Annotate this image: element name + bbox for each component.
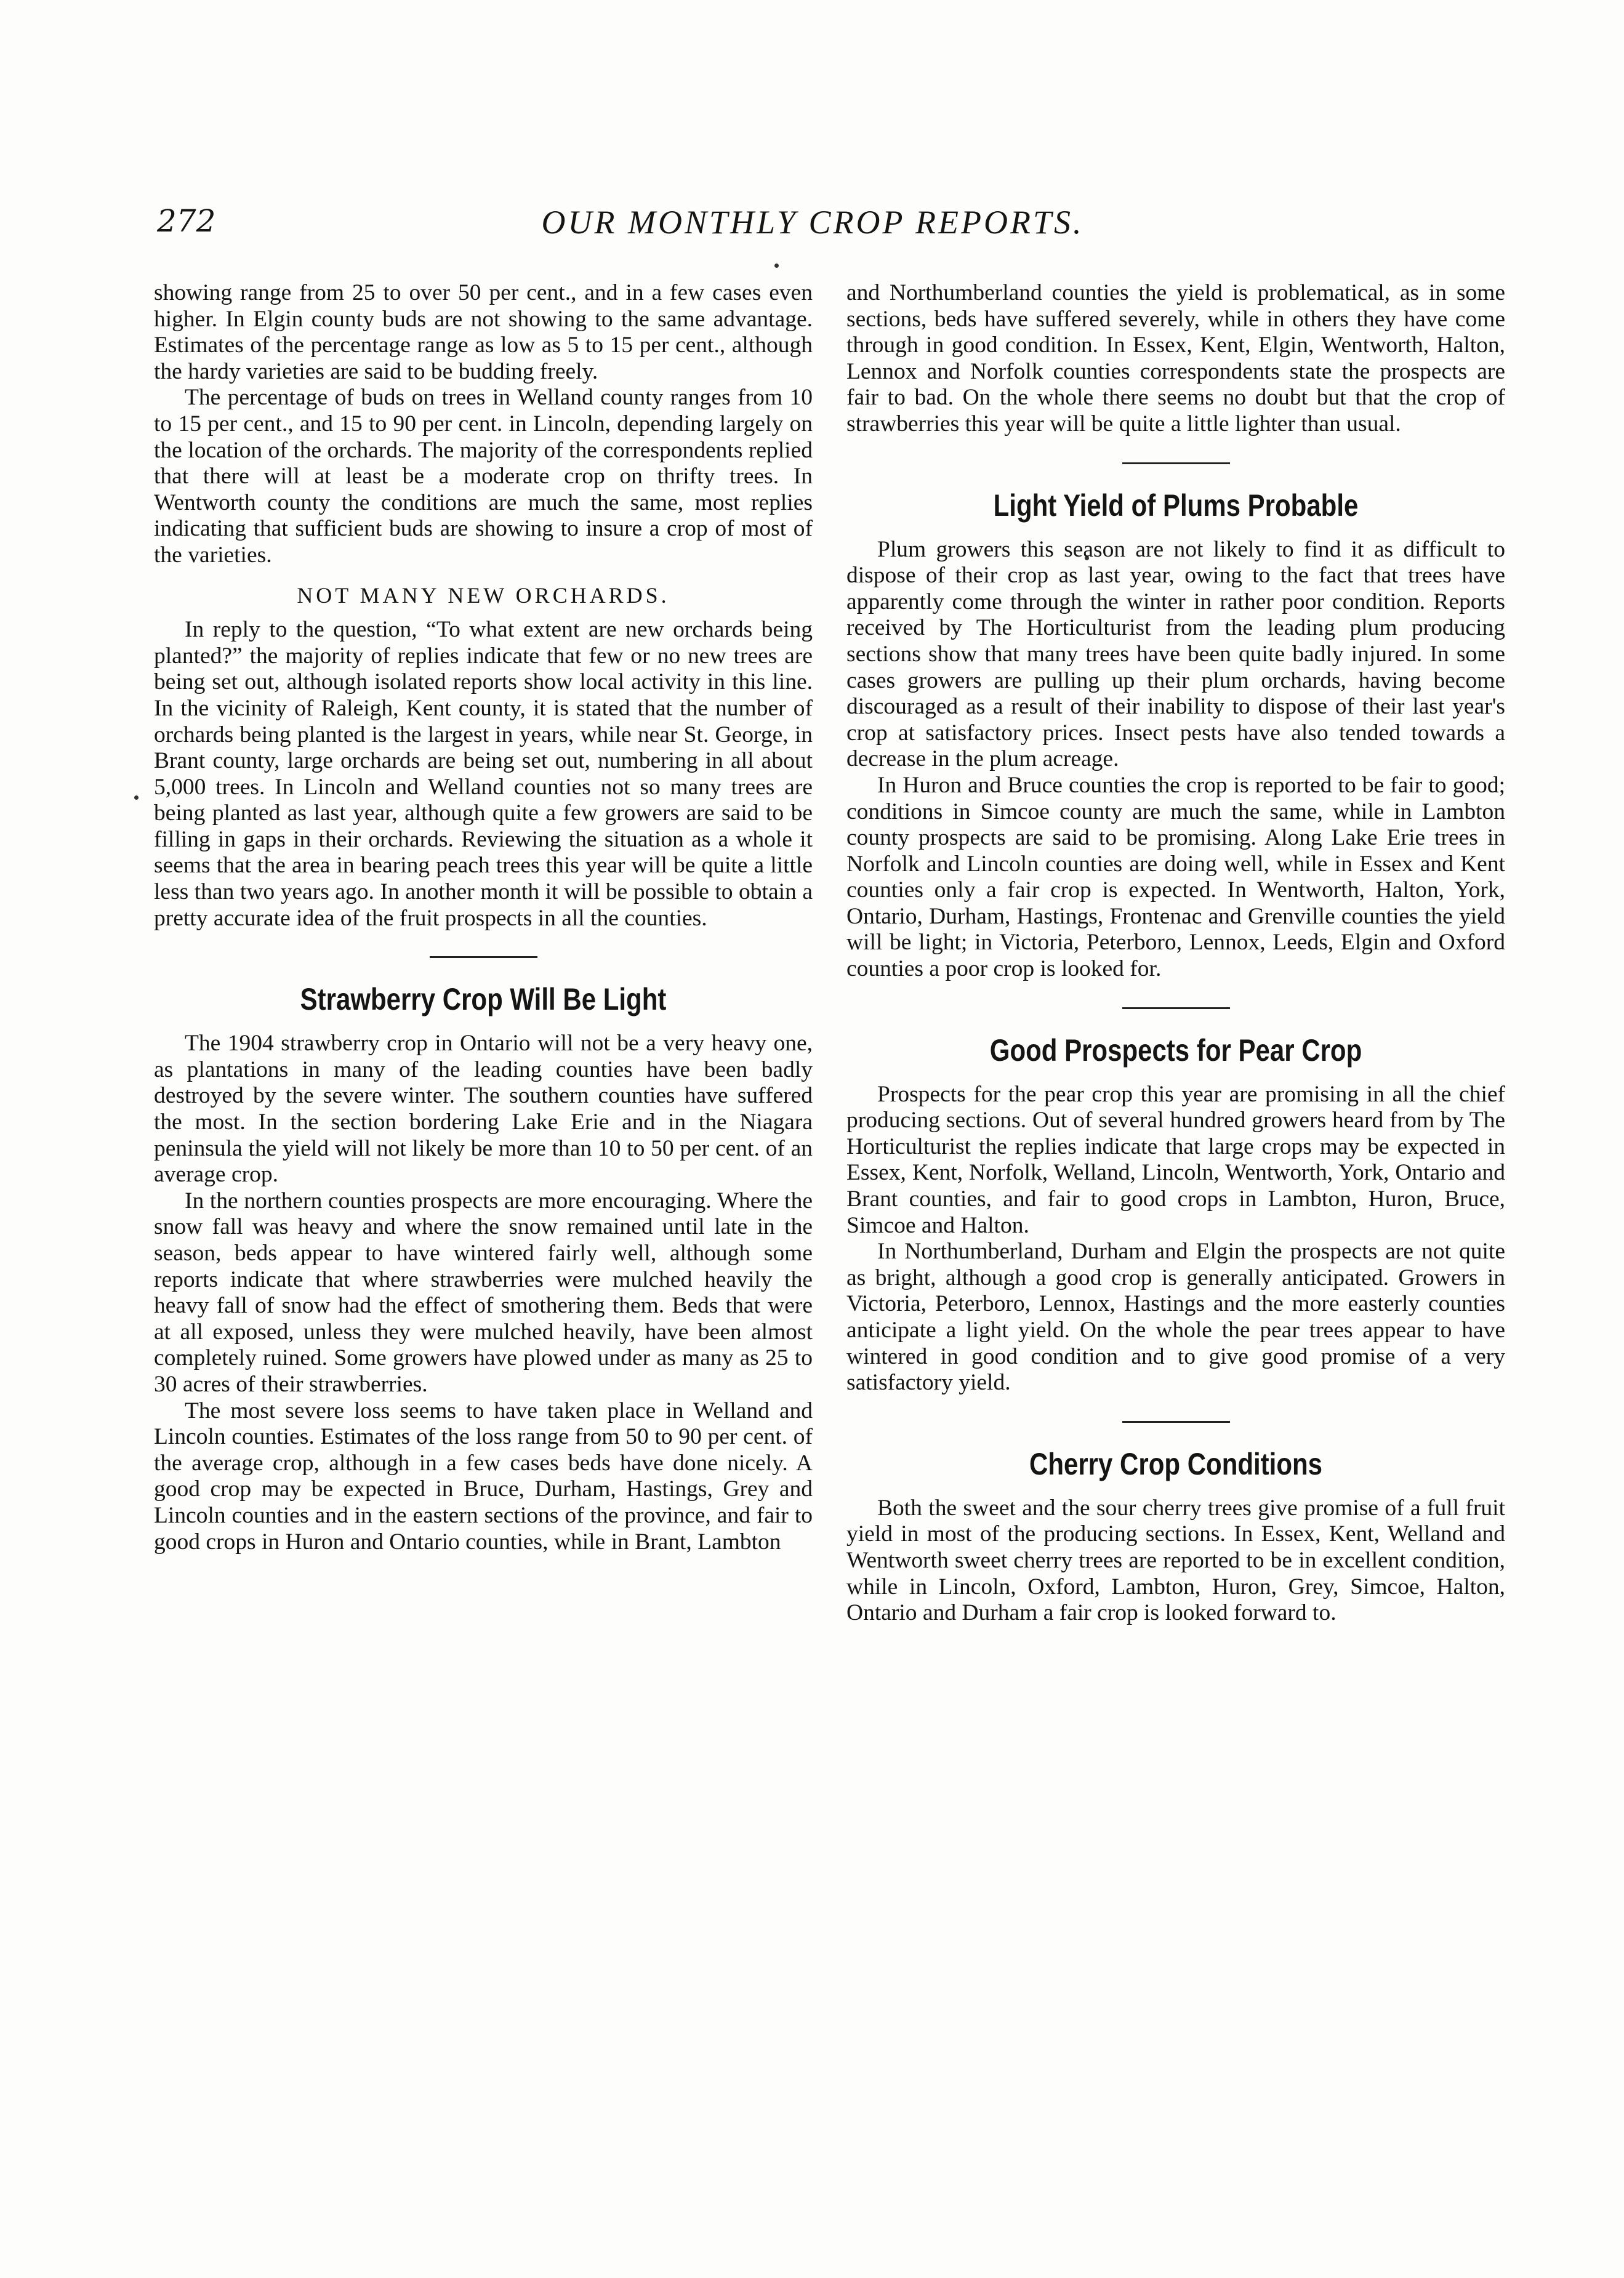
article-heading: Cherry Crop Conditions <box>1029 1446 1323 1481</box>
article-heading: Strawberry Crop Will Be Light <box>300 982 667 1017</box>
print-speck <box>774 264 779 268</box>
article-paragraph: Prospects for the pear crop this year are promising in all the chief producing sections. Out of several hundred growers heard from by The Horticulturist the replies indicate that large crops may be expected in Essex, Kent, Norfolk, Welland, Lincoln, Wentworth, York, Ontario and Brant counties, and fair to good crops in Lambton, Huron, Bruce, Simcoe and Halton. <box>846 1081 1505 1238</box>
section-divider <box>1122 1007 1230 1009</box>
article-paragraph: Both the sweet and the sour cherry trees give promise of a full fruit yield in most of the producing sections. In Essex, Kent, Welland and Wentworth sweet cherry trees are reported to be in excellent condition, while in Lincoln, Oxford, Lambton, Huron, Grey, Simcoe, Halton, Ontario and Durham a fair crop is looked forward to. <box>846 1495 1505 1626</box>
left-column <box>154 280 813 1555</box>
section-divider <box>430 956 537 958</box>
article-heading: Light Yield of Plums Probable <box>993 488 1359 523</box>
article-paragraph: In the northern counties prospects are more encouraging. Where the snow fall was heavy and where the snow remained until late in the season, beds appear to have wintered fairly well, although some reports indicate that where strawberries were mulched heavily the heavy fall of snow had the effect of smothering them. Beds that were at all exposed, unless they were mulched heavily, have been almost completely ruined. Some growers have plowed under as many as 25 to 30 acres of their strawberries. <box>154 1188 813 1397</box>
running-header <box>157 203 1468 246</box>
print-speck <box>134 795 139 800</box>
article-paragraph: In reply to the question, “To what extent are new orchards being planted?” the majority of replies indicate that few or no new trees are being set out, although isolated reports show local activity in this line. In the vicinity of Raleigh, Kent county, it is stated that the number of orchards being planted is the largest in years, while near St. George, in Brant county, large orchards are being set out, numbering in all about 5,000 trees. In Lincoln and Welland counties not so many trees are being planted as last year, although quite a few growers are said to be filling in gaps in their orchards. Reviewing the situation as a whole it seems that the area in bearing peach trees this year will be quite a little less than two years ago. In another month it will be possible to obtain a pretty accurate idea of the fruit prospects in all the counties. <box>154 617 813 931</box>
article-paragraph: The most severe loss seems to have taken place in Welland and Lincoln counties. Estimates of the loss range from 50 to 90 per cent. of the average crop, although in a few cases beds have done nicely. A good crop may be expected in Bruce, Durham, Hastings, Grey and Lincoln counties and in the eastern sections of the province, and fair to good crops in Huron and Ontario counties, while in Brant, Lambton <box>154 1398 813 1555</box>
article-paragraph: The 1904 strawberry crop in Ontario will not be a very heavy one, as plantations in many of the leading counties have been badly destroyed by the severe winter. The southern counties have suffered the most. In the section bordering Lake Erie and in the Niagara peninsula the yield will not likely be more than 10 to 50 per cent. of an average crop. <box>154 1031 813 1188</box>
section-divider <box>1122 1421 1230 1423</box>
section-divider <box>1122 462 1230 464</box>
article-paragraph: In Northumberland, Durham and Elgin the prospects are not quite as bright, although a good crop is generally anticipated. Growers in Victoria, Peterboro, Lennox, Hastings and the more easterly counties anticipate a light yield. On the whole the pear trees appear to have wintered in good condition and to give good promise of a very satisfactory yield. <box>846 1239 1505 1396</box>
article-paragraph: The percentage of buds on trees in Welland county ranges from 10 to 15 per cent., and 15 to 90 per cent. in Lincoln, depending largely on the location of the orchards. The majority of the correspondents replied that there will at least be a moderate crop on thrifty trees. In Wentworth county the conditions are much the same, most replies indicating that sufficient buds are showing to insure a crop of most of the varieties. <box>154 385 813 568</box>
article-paragraph: showing range from 25 to over 50 per cent., and in a few cases even higher. In Elgin county buds are not showing to the same advantage. Estimates of the percentage range as low as 5 to 15 per cent., although the hardy varieties are said to be budding freely. <box>154 280 813 384</box>
right-column <box>846 280 1505 1627</box>
article-paragraph: and Northumberland counties the yield is problematical, as in some sections, beds have suffered severely, while in others they have come through in good condition. In Essex, Kent, Elgin, Wentworth, Halton, Lennox and Norfolk counties correspondents state the prospects are fair to bad. On the whole there seems no doubt but that the crop of strawberries this year will be quite a little lighter than usual. <box>846 280 1505 437</box>
page-number: 272 <box>157 203 216 239</box>
running-title: OUR MONTHLY CROP REPORTS. <box>541 204 1084 241</box>
article-heading: Good Prospects for Pear Crop <box>989 1032 1362 1068</box>
article-paragraph: In Huron and Bruce counties the crop is reported to be fair to good; conditions in Simcoe county are much the same, while in Lambton county prospects are said to be promising. Along Lake Erie trees in Norfolk and Lincoln counties are doing well, while in Essex and Kent counties only a fair crop is expected. In Wentworth, Halton, York, Ontario, Durham, Hastings, Frontenac and Grenville counties the yield will be light; in Victoria, Peterboro, Lennox, Leeds, Elgin and Oxford counties a poor crop is looked for. <box>846 772 1505 982</box>
section-subheading: NOT MANY NEW ORCHARDS. <box>297 582 670 608</box>
article-paragraph: Plum growers this season are not likely to find it as difficult to dispose of their crop as last year, owing to the fact that trees have apparently come through the winter in rather poor condition. Reports received by The Horticulturist from the leading plum producing sections show that many trees have been quite badly injured. In some cases growers are pulling up their plum orchards, having become discouraged as a result of their inability to dispose of their last year's crop at satisfactory prices. Insect pests have also tended towards a decrease in the plum acreage. <box>846 536 1505 772</box>
